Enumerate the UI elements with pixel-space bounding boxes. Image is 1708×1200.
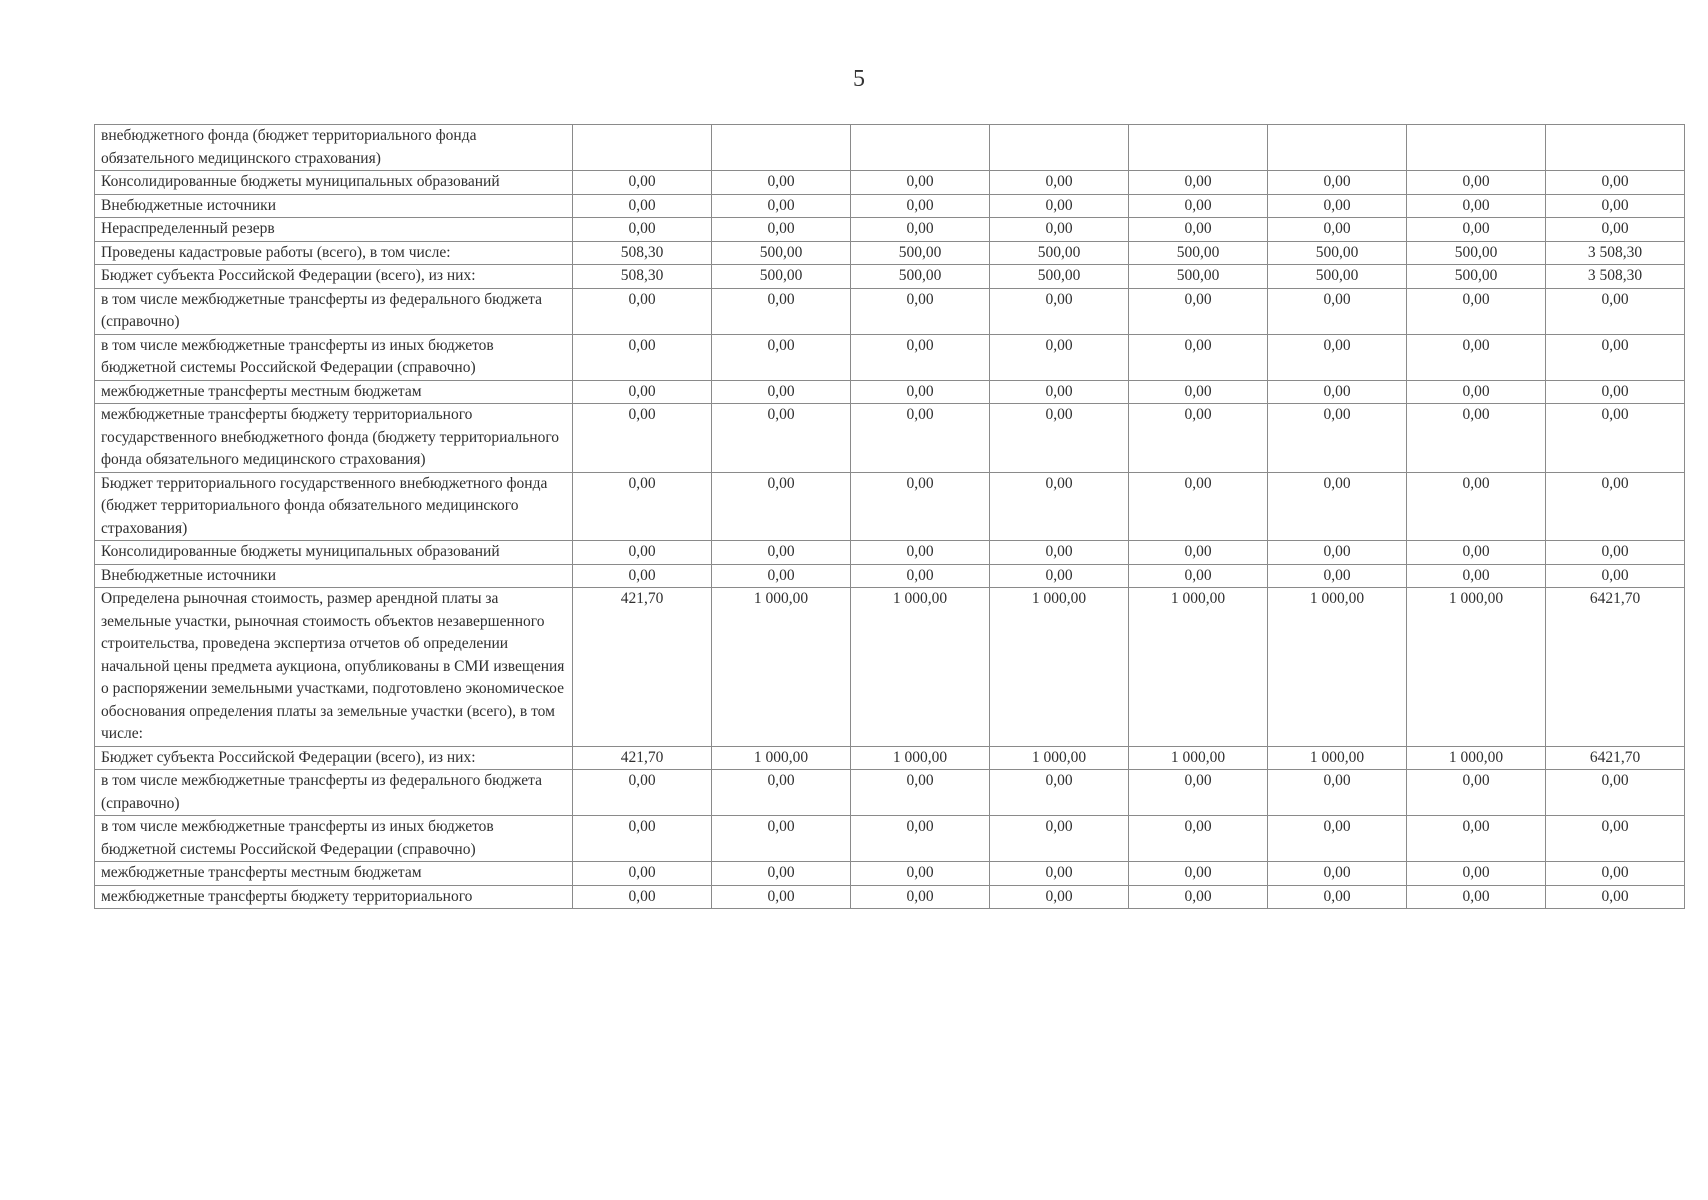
value-cell [1407, 125, 1546, 171]
value-cell: 500,00 [990, 241, 1129, 265]
value-cell: 0,00 [712, 194, 851, 218]
row-label: в том числе межбюджетные трансферты из федерального бюджета (справочно) [95, 770, 573, 816]
row-label: межбюджетные трансферты местным бюджетам [95, 380, 573, 404]
value-cell: 0,00 [990, 472, 1129, 541]
value-cell: 0,00 [1407, 816, 1546, 862]
table-row [95, 380, 1685, 404]
value-cell: 0,00 [1268, 171, 1407, 195]
value-cell [1546, 125, 1685, 171]
table-row [95, 171, 1685, 195]
value-cell: 0,00 [990, 564, 1129, 588]
value-cell: 0,00 [1546, 564, 1685, 588]
table-row [95, 125, 1685, 171]
value-cell: 0,00 [712, 288, 851, 334]
value-cell: 0,00 [1268, 862, 1407, 886]
value-cell [990, 125, 1129, 171]
value-cell: 0,00 [1407, 770, 1546, 816]
value-cell: 0,00 [1407, 171, 1546, 195]
value-cell: 421,70 [573, 746, 712, 770]
table-row [95, 472, 1685, 541]
value-cell: 0,00 [1129, 862, 1268, 886]
value-cell: 0,00 [1546, 472, 1685, 541]
value-cell: 0,00 [851, 288, 990, 334]
value-cell: 0,00 [573, 194, 712, 218]
value-cell: 0,00 [1268, 564, 1407, 588]
table-row [95, 334, 1685, 380]
value-cell: 1 000,00 [990, 746, 1129, 770]
value-cell: 0,00 [1407, 564, 1546, 588]
value-cell: 0,00 [1129, 404, 1268, 473]
value-cell: 0,00 [712, 770, 851, 816]
value-cell: 0,00 [712, 816, 851, 862]
value-cell: 0,00 [712, 472, 851, 541]
table-row [95, 265, 1685, 289]
row-label: Внебюджетные источники [95, 564, 573, 588]
table-row [95, 541, 1685, 565]
table-row [95, 241, 1685, 265]
value-cell: 0,00 [851, 816, 990, 862]
value-cell: 0,00 [573, 885, 712, 909]
value-cell: 0,00 [851, 404, 990, 473]
value-cell: 0,00 [1407, 194, 1546, 218]
value-cell: 500,00 [712, 265, 851, 289]
value-cell: 0,00 [851, 770, 990, 816]
value-cell: 0,00 [1129, 171, 1268, 195]
value-cell: 0,00 [851, 194, 990, 218]
row-label: в том числе межбюджетные трансферты из федерального бюджета (справочно) [95, 288, 573, 334]
value-cell: 0,00 [851, 862, 990, 886]
value-cell: 0,00 [851, 171, 990, 195]
value-cell: 421,70 [573, 588, 712, 747]
value-cell: 1 000,00 [851, 588, 990, 747]
value-cell [1129, 125, 1268, 171]
table-row [95, 770, 1685, 816]
value-cell: 6421,70 [1546, 588, 1685, 747]
value-cell: 0,00 [851, 334, 990, 380]
value-cell: 0,00 [573, 171, 712, 195]
value-cell: 0,00 [712, 334, 851, 380]
row-label: Консолидированные бюджеты муниципальных образований [95, 171, 573, 195]
value-cell: 0,00 [990, 770, 1129, 816]
value-cell: 500,00 [1129, 265, 1268, 289]
value-cell: 1 000,00 [1407, 588, 1546, 747]
value-cell: 0,00 [573, 334, 712, 380]
value-cell: 500,00 [1268, 241, 1407, 265]
value-cell: 0,00 [1546, 218, 1685, 242]
value-cell: 0,00 [990, 194, 1129, 218]
value-cell: 0,00 [1268, 194, 1407, 218]
value-cell [573, 125, 712, 171]
value-cell: 0,00 [1268, 404, 1407, 473]
value-cell: 508,30 [573, 241, 712, 265]
value-cell: 0,00 [1546, 885, 1685, 909]
row-label: Проведены кадастровые работы (всего), в том числе: [95, 241, 573, 265]
row-label: в том числе межбюджетные трансферты из иных бюджетов бюджетной системы Российской Федерации (справочно) [95, 816, 573, 862]
value-cell: 0,00 [712, 171, 851, 195]
value-cell: 1 000,00 [990, 588, 1129, 747]
value-cell: 0,00 [1268, 885, 1407, 909]
value-cell: 3 508,30 [1546, 265, 1685, 289]
value-cell: 0,00 [1129, 218, 1268, 242]
value-cell: 500,00 [1407, 241, 1546, 265]
value-cell: 0,00 [573, 288, 712, 334]
value-cell: 1 000,00 [1268, 746, 1407, 770]
value-cell: 0,00 [1546, 288, 1685, 334]
value-cell: 0,00 [1129, 288, 1268, 334]
value-cell: 0,00 [1407, 472, 1546, 541]
value-cell: 0,00 [1546, 816, 1685, 862]
value-cell: 0,00 [1129, 472, 1268, 541]
value-cell: 0,00 [1129, 816, 1268, 862]
value-cell: 0,00 [712, 380, 851, 404]
value-cell: 0,00 [851, 885, 990, 909]
value-cell: 0,00 [712, 862, 851, 886]
value-cell: 1 000,00 [1268, 588, 1407, 747]
budget-table-body [95, 125, 1685, 909]
value-cell: 0,00 [573, 472, 712, 541]
table-row [95, 816, 1685, 862]
value-cell: 0,00 [1268, 218, 1407, 242]
value-cell: 0,00 [1546, 334, 1685, 380]
value-cell: 0,00 [1268, 334, 1407, 380]
value-cell: 0,00 [1407, 218, 1546, 242]
value-cell: 0,00 [851, 472, 990, 541]
value-cell: 0,00 [1407, 288, 1546, 334]
value-cell: 0,00 [1129, 380, 1268, 404]
row-label: Внебюджетные источники [95, 194, 573, 218]
table-row [95, 862, 1685, 886]
value-cell: 0,00 [1129, 564, 1268, 588]
value-cell: 0,00 [712, 404, 851, 473]
value-cell: 500,00 [1268, 265, 1407, 289]
value-cell: 0,00 [1546, 194, 1685, 218]
value-cell: 0,00 [990, 380, 1129, 404]
value-cell: 0,00 [1407, 541, 1546, 565]
value-cell: 0,00 [1546, 171, 1685, 195]
row-label: Бюджет территориального государственного внебюджетного фонда (бюджет территориального фонда обязательного медицинского страхования) [95, 472, 573, 541]
value-cell: 0,00 [990, 541, 1129, 565]
value-cell: 0,00 [1129, 334, 1268, 380]
value-cell: 0,00 [990, 171, 1129, 195]
value-cell: 6421,70 [1546, 746, 1685, 770]
row-label: межбюджетные трансферты бюджету территориального государственного внебюджетного фонда (бюджету территориального фонда обязательного медицинского страхования) [95, 404, 573, 473]
row-label: межбюджетные трансферты местным бюджетам [95, 862, 573, 886]
value-cell: 3 508,30 [1546, 241, 1685, 265]
value-cell: 0,00 [1268, 288, 1407, 334]
value-cell: 0,00 [1129, 194, 1268, 218]
value-cell: 500,00 [851, 241, 990, 265]
table-row [95, 194, 1685, 218]
value-cell [1268, 125, 1407, 171]
value-cell: 1 000,00 [712, 588, 851, 747]
value-cell: 0,00 [851, 564, 990, 588]
row-label: в том числе межбюджетные трансферты из иных бюджетов бюджетной системы Российской Федерации (справочно) [95, 334, 573, 380]
page-number: 5 [853, 66, 865, 92]
value-cell: 0,00 [990, 404, 1129, 473]
value-cell: 1 000,00 [712, 746, 851, 770]
value-cell: 1 000,00 [1129, 746, 1268, 770]
value-cell: 0,00 [712, 564, 851, 588]
value-cell: 0,00 [851, 380, 990, 404]
value-cell [712, 125, 851, 171]
value-cell: 0,00 [712, 541, 851, 565]
table-row [95, 218, 1685, 242]
value-cell: 0,00 [1407, 885, 1546, 909]
value-cell: 0,00 [1268, 380, 1407, 404]
value-cell [851, 125, 990, 171]
value-cell: 0,00 [990, 885, 1129, 909]
value-cell: 0,00 [1268, 541, 1407, 565]
value-cell: 0,00 [712, 218, 851, 242]
value-cell: 0,00 [1546, 770, 1685, 816]
value-cell: 0,00 [990, 288, 1129, 334]
row-label: внебюджетного фонда (бюджет территориального фонда обязательного медицинского страхования) [95, 125, 573, 171]
table-row [95, 746, 1685, 770]
value-cell: 0,00 [1129, 770, 1268, 816]
value-cell: 1 000,00 [1407, 746, 1546, 770]
value-cell: 0,00 [990, 334, 1129, 380]
value-cell: 0,00 [1407, 862, 1546, 886]
value-cell: 500,00 [1407, 265, 1546, 289]
value-cell: 0,00 [573, 564, 712, 588]
value-cell: 0,00 [1546, 862, 1685, 886]
table-row [95, 564, 1685, 588]
value-cell: 500,00 [1129, 241, 1268, 265]
row-label: межбюджетные трансферты бюджету территориального [95, 885, 573, 909]
value-cell: 0,00 [1407, 334, 1546, 380]
value-cell: 0,00 [990, 816, 1129, 862]
value-cell: 0,00 [573, 541, 712, 565]
value-cell: 0,00 [573, 404, 712, 473]
value-cell: 0,00 [1129, 885, 1268, 909]
value-cell: 500,00 [712, 241, 851, 265]
value-cell: 0,00 [573, 816, 712, 862]
row-label: Бюджет субъекта Российской Федерации (всего), из них: [95, 265, 573, 289]
row-label: Консолидированные бюджеты муниципальных образований [95, 541, 573, 565]
value-cell: 0,00 [573, 380, 712, 404]
value-cell: 1 000,00 [1129, 588, 1268, 747]
value-cell: 0,00 [851, 218, 990, 242]
table-row [95, 288, 1685, 334]
value-cell: 0,00 [990, 862, 1129, 886]
table-row [95, 404, 1685, 473]
value-cell: 0,00 [1129, 541, 1268, 565]
value-cell: 0,00 [1268, 770, 1407, 816]
value-cell: 0,00 [1546, 380, 1685, 404]
row-label: Бюджет субъекта Российской Федерации (всего), из них: [95, 746, 573, 770]
row-label: Нераспределенный резерв [95, 218, 573, 242]
row-label: Определена рыночная стоимость, размер арендной платы за земельные участки, рыночная стоимость объектов незавершенного строительства, проведена экспертиза отчетов об определении начальной цены предмета аукциона, опубликованы в СМИ извещения о распоряжении земельными участками, подготовлено экономическое обоснования определения платы за земельные участки (всего), в том числе: [95, 588, 573, 747]
value-cell: 0,00 [1268, 472, 1407, 541]
value-cell: 0,00 [1407, 404, 1546, 473]
value-cell: 0,00 [1268, 816, 1407, 862]
budget-table [94, 124, 1685, 909]
value-cell: 0,00 [990, 218, 1129, 242]
value-cell: 0,00 [1546, 541, 1685, 565]
value-cell: 0,00 [1407, 380, 1546, 404]
value-cell: 0,00 [1546, 404, 1685, 473]
value-cell: 1 000,00 [851, 746, 990, 770]
table-row [95, 588, 1685, 747]
table-row [95, 885, 1685, 909]
value-cell: 0,00 [573, 770, 712, 816]
value-cell: 0,00 [712, 885, 851, 909]
value-cell: 0,00 [851, 541, 990, 565]
value-cell: 508,30 [573, 265, 712, 289]
value-cell: 0,00 [573, 862, 712, 886]
value-cell: 500,00 [990, 265, 1129, 289]
value-cell: 500,00 [851, 265, 990, 289]
value-cell: 0,00 [573, 218, 712, 242]
